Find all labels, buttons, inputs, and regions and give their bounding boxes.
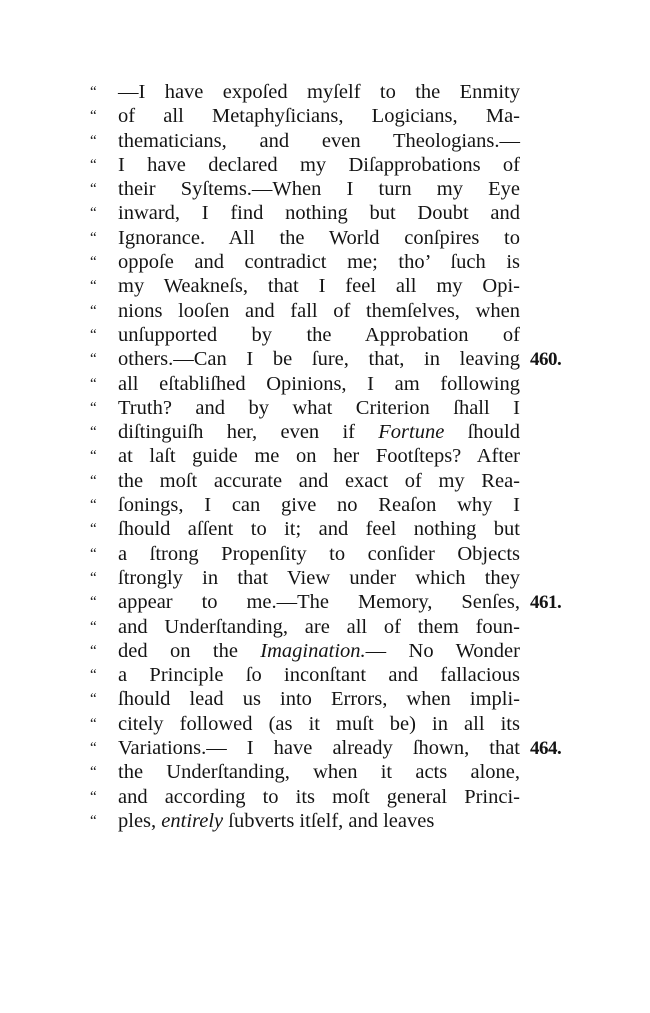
line-text [118,736,520,760]
line-text [118,444,520,468]
line-text [118,542,520,566]
line-text [118,129,520,153]
text-line [90,129,520,153]
text-line [90,566,520,590]
text-run: others.—Can I be ſure, that, in leaving [118,348,520,371]
line-text [118,809,520,833]
text-run: inward, I find nothing but Doubt and [118,202,520,225]
line-text [118,104,520,128]
text-run: a Principle ſo inconſtant and fallacious [118,664,520,687]
marginal-page-reference: 461. [530,592,562,614]
text-run: of all Metaphyſicians, Logicians, Ma- [118,105,520,128]
text-run: unſupported by the Approbation of [118,323,520,346]
line-text [118,663,520,687]
text-line [90,177,520,201]
line-text [118,177,520,201]
line-text [118,615,520,639]
quotation-mark: “ [90,545,96,562]
quotation-mark: “ [90,764,96,781]
line-text [118,396,520,420]
line-text [118,299,520,323]
line-text [118,493,520,517]
text-line [90,201,520,225]
line-text [118,517,520,541]
text-run: diſtinguiſh her, even if [118,421,379,444]
text-line [90,663,520,687]
text-line [90,469,520,493]
quotation-mark: “ [90,181,96,198]
quoted-passage [90,80,562,833]
quotation-mark: “ [90,351,96,368]
text-line [90,736,562,760]
text-line [90,712,520,736]
quotation-mark: “ [90,399,96,416]
text-run: ſubverts itſelf, and leaves [223,809,435,832]
line-text [118,250,520,274]
text-line [90,590,562,614]
quotation-mark: “ [90,642,96,659]
quotation-mark: “ [90,229,96,246]
text-run: Variations.— I have already ſhown, that [118,737,520,760]
quotation-mark: “ [90,594,96,611]
quotation-mark: “ [90,715,96,732]
quotation-mark: “ [90,278,96,295]
text-line [90,517,520,541]
text-run: ded on the [118,639,261,662]
text-run: thematicians, and even Theologians.— [118,129,520,152]
quotation-mark: “ [90,472,96,489]
text-line [90,760,520,784]
quotation-mark: “ [90,497,96,514]
line-text [118,712,520,736]
text-run: at laſt guide me on her Footſteps? After [118,445,520,468]
line-text [118,80,520,104]
italic-emphasis: entirely [161,809,224,832]
text-line [90,420,520,444]
text-line [90,226,520,250]
quotation-mark: “ [90,788,96,805]
quotation-mark: “ [90,205,96,222]
text-line [90,615,520,639]
text-run: ſhould [444,421,520,444]
quotation-mark: “ [90,569,96,586]
text-run: ples, [118,809,162,832]
text-line [90,639,520,663]
line-text [118,760,520,784]
text-run: ſonings, I can give no Reaſon why I [118,494,520,517]
text-run: appear to me.—The Memory, Senſes, [118,591,520,614]
line-text [118,226,520,250]
quotation-mark: “ [90,667,96,684]
line-text [118,469,520,493]
text-run: ſhould lead us into Errors, when impli- [118,688,520,711]
quotation-mark: “ [90,691,96,708]
text-line [90,323,520,347]
quotation-mark: “ [90,521,96,538]
text-run: the moſt accurate and exact of my Rea- [118,469,520,492]
line-text [118,590,520,614]
text-run: citely followed (as it muſt be) in all its [118,712,520,735]
text-run: nions looſen and fall of themſelves, when [118,299,520,322]
text-run: Truth? and by what Criterion ſhall I [118,396,520,419]
text-line [90,104,520,128]
text-run: ſtrongly in that View under which they [118,566,520,589]
text-line [90,444,520,468]
quotation-mark: “ [90,302,96,319]
text-line [90,274,520,298]
text-run: — No Wonder [365,639,520,662]
quotation-mark: “ [90,424,96,441]
text-line [90,542,520,566]
quotation-mark: “ [90,132,96,149]
line-text [118,639,520,663]
quotation-mark: “ [90,84,96,100]
quotation-mark: “ [90,375,96,392]
quotation-mark: “ [90,618,96,635]
quotation-mark: “ [90,156,96,173]
line-text [118,347,520,371]
text-run: my Weakneſs, that I feel all my Opi- [118,275,520,298]
text-line [90,809,520,833]
line-text [118,153,520,177]
quotation-mark: “ [90,740,96,757]
quotation-mark: “ [90,812,96,829]
line-text [118,785,520,809]
line-text [118,201,520,225]
text-line [90,80,520,104]
text-run: the Underſtanding, when it acts alone, [118,761,520,784]
line-text [118,566,520,590]
text-run: all eſtabliſhed Opinions, I am following [118,372,520,395]
text-line [90,493,520,517]
text-run: I have declared my Diſapprobations of [118,153,520,176]
quotation-mark: “ [90,254,96,271]
text-run: their Syſtems.—When I turn my Eye [118,178,520,201]
text-line [90,687,520,711]
text-line [90,372,520,396]
line-text [118,323,520,347]
text-run: and according to its moſt general Princi- [118,785,520,808]
text-line [90,785,520,809]
text-run: ſhould aſſent to it; and feel nothing but [118,518,520,541]
line-text [118,687,520,711]
marginal-page-reference: 464. [530,738,562,760]
quotation-mark: “ [90,108,96,125]
line-text [118,274,520,298]
text-line [90,347,562,371]
line-text [118,420,520,444]
text-run: a ſtrong Propenſity to conſider Objects [118,542,520,565]
text-line [90,250,520,274]
italic-emphasis: Fortune [378,421,445,444]
quotation-mark: “ [90,326,96,343]
text-run: Ignorance. All the World conſpires to [118,226,520,249]
text-run: and Underſtanding, are all of them foun- [118,615,520,638]
text-line [90,396,520,420]
italic-emphasis: Imagination. [260,639,366,662]
text-run: oppoſe and contradict me; tho’ ſuch is [118,251,520,274]
text-line [90,299,520,323]
text-run: —I have expoſed myſelf to the Enmity [118,81,520,103]
marginal-page-reference: 460. [530,349,562,371]
line-text [118,372,520,396]
quotation-mark: “ [90,448,96,465]
text-line [90,153,520,177]
